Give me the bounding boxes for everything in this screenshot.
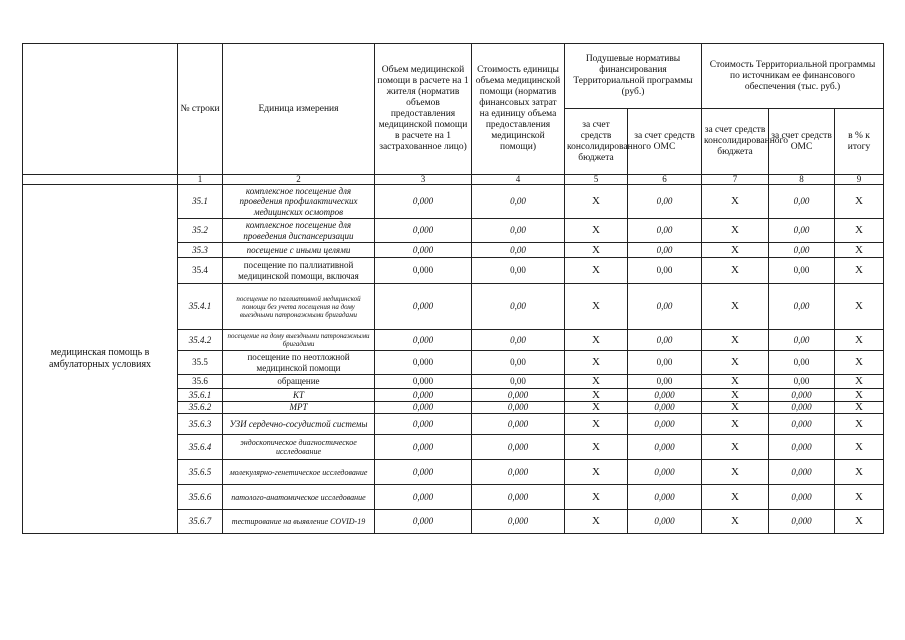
col-number: 3 bbox=[375, 175, 472, 185]
percent-cell: X bbox=[835, 284, 884, 330]
oms2-cell: 0,00 bbox=[769, 375, 835, 389]
budget-cell: X bbox=[565, 351, 628, 375]
budget-cell: X bbox=[565, 284, 628, 330]
budget-cell: X bbox=[565, 435, 628, 460]
volume-cell: 0,000 bbox=[375, 185, 472, 219]
cost-cell: 0,000 bbox=[472, 460, 565, 485]
oms2-cell: 0,000 bbox=[769, 460, 835, 485]
blank-header-cell bbox=[23, 44, 178, 175]
budget2-cell: X bbox=[702, 243, 769, 258]
oms-cell: 0,00 bbox=[628, 258, 702, 284]
row-number-cell: 35.3 bbox=[178, 243, 223, 258]
oms2-cell: 0,000 bbox=[769, 435, 835, 460]
volume-cell: 0,000 bbox=[375, 375, 472, 389]
normatives-table bbox=[22, 43, 884, 534]
unit-cell: КТ bbox=[223, 389, 375, 402]
oms2-cell: 0,00 bbox=[769, 330, 835, 351]
cost-cell: 0,000 bbox=[472, 414, 565, 435]
cost-cell: 0,000 bbox=[472, 510, 565, 534]
budget2-cell: X bbox=[702, 351, 769, 375]
volume-cell: 0,000 bbox=[375, 330, 472, 351]
oms-cell: 0,000 bbox=[628, 460, 702, 485]
oms2-cell: 0,000 bbox=[769, 414, 835, 435]
percent-cell: X bbox=[835, 460, 884, 485]
budget2-cell: X bbox=[702, 402, 769, 414]
oms2-cell: 0,00 bbox=[769, 243, 835, 258]
volume-cell: 0,000 bbox=[375, 243, 472, 258]
oms-cell: 0,000 bbox=[628, 389, 702, 402]
col-number: 1 bbox=[178, 175, 223, 185]
program-cost-header: Стоимость Территориальной программы по источникам ее финансового обеспечения (тыс. руб.) bbox=[702, 44, 884, 109]
oms2-cell: 0,00 bbox=[769, 258, 835, 284]
budget2-cell: X bbox=[702, 435, 769, 460]
oms2-cell: 0,00 bbox=[769, 284, 835, 330]
percent-cell: X bbox=[835, 414, 884, 435]
unit-cell: посещение по паллиативной медицинской помощи без учета посещения на дому выездными патронажными бригадами bbox=[223, 284, 375, 330]
budget-cell: X bbox=[565, 460, 628, 485]
cost-cell: 0,00 bbox=[472, 284, 565, 330]
oms-cell: 0,000 bbox=[628, 414, 702, 435]
row-number-cell: 35.6.5 bbox=[178, 460, 223, 485]
cost-cell: 0,00 bbox=[472, 243, 565, 258]
unit-cell: посещение с иными целями bbox=[223, 243, 375, 258]
row-number-cell: 35.2 bbox=[178, 219, 223, 243]
col-number: 7 bbox=[702, 175, 769, 185]
volume-cell: 0,000 bbox=[375, 510, 472, 534]
budget-cell: X bbox=[565, 258, 628, 284]
budget2-cell: X bbox=[702, 460, 769, 485]
percent-cell: X bbox=[835, 402, 884, 414]
table-row bbox=[23, 185, 884, 219]
budget-cell: X bbox=[565, 330, 628, 351]
sub-percent-header: в % к итогу bbox=[835, 109, 884, 175]
sub-oms2-header: за счет средств ОМС bbox=[769, 109, 835, 175]
cost-cell: 0,000 bbox=[472, 389, 565, 402]
cost-header: Стоимость единицы объема медицинской помощи (норматив финансовых затрат на единицу объема предоставления медицинской помощи) bbox=[472, 44, 565, 175]
budget-cell: X bbox=[565, 485, 628, 510]
oms-cell: 0,00 bbox=[628, 351, 702, 375]
oms-cell: 0,000 bbox=[628, 485, 702, 510]
col-number: 4 bbox=[472, 175, 565, 185]
unit-cell: патолого-анатомическое исследование bbox=[223, 485, 375, 510]
row-number-cell: 35.4.2 bbox=[178, 330, 223, 351]
oms2-cell: 0,00 bbox=[769, 219, 835, 243]
unit-cell: обращение bbox=[223, 375, 375, 389]
row-number-cell: 35.6.7 bbox=[178, 510, 223, 534]
percent-cell: X bbox=[835, 219, 884, 243]
unit-cell: МРТ bbox=[223, 402, 375, 414]
cost-cell: 0,00 bbox=[472, 219, 565, 243]
unit-cell: посещение на дому выездными патронажными бригадами bbox=[223, 330, 375, 351]
budget2-cell: X bbox=[702, 258, 769, 284]
percent-cell: X bbox=[835, 351, 884, 375]
budget2-cell: X bbox=[702, 485, 769, 510]
budget2-cell: X bbox=[702, 330, 769, 351]
percent-cell: X bbox=[835, 258, 884, 284]
row-no-header: № строки bbox=[178, 44, 223, 175]
budget2-cell: X bbox=[702, 510, 769, 534]
row-number-cell: 35.4.1 bbox=[178, 284, 223, 330]
budget-cell: X bbox=[565, 414, 628, 435]
cost-cell: 0,00 bbox=[472, 351, 565, 375]
cost-cell: 0,00 bbox=[472, 375, 565, 389]
unit-cell: посещение по неотложной медицинской помощи bbox=[223, 351, 375, 375]
percent-cell: X bbox=[835, 510, 884, 534]
row-number-cell: 35.6.6 bbox=[178, 485, 223, 510]
oms-cell: 0,00 bbox=[628, 243, 702, 258]
section-label: медицинская помощь в амбулаторных условиях bbox=[23, 185, 178, 534]
unit-cell: молекулярно-генетическое исследование bbox=[223, 460, 375, 485]
budget2-cell: X bbox=[702, 375, 769, 389]
unit-cell: тестирование на выявление COVID-19 bbox=[223, 510, 375, 534]
volume-cell: 0,000 bbox=[375, 435, 472, 460]
row-number-cell: 35.6.4 bbox=[178, 435, 223, 460]
cost-cell: 0,00 bbox=[472, 258, 565, 284]
budget-cell: X bbox=[565, 402, 628, 414]
per-capita-header: Подушевые нормативы финансирования Территориальной программы (руб.) bbox=[565, 44, 702, 109]
unit-cell: УЗИ сердечно-сосудистой системы bbox=[223, 414, 375, 435]
oms-cell: 0,00 bbox=[628, 219, 702, 243]
oms2-cell: 0,000 bbox=[769, 510, 835, 534]
volume-cell: 0,000 bbox=[375, 389, 472, 402]
oms2-cell: 0,00 bbox=[769, 351, 835, 375]
col-number: 6 bbox=[628, 175, 702, 185]
budget-cell: X bbox=[565, 510, 628, 534]
oms-cell: 0,00 bbox=[628, 330, 702, 351]
oms-cell: 0,00 bbox=[628, 375, 702, 389]
cost-cell: 0,00 bbox=[472, 185, 565, 219]
oms-cell: 0,00 bbox=[628, 185, 702, 219]
percent-cell: X bbox=[835, 389, 884, 402]
unit-cell: комплексное посещение для проведения диспансеризации bbox=[223, 219, 375, 243]
budget-cell: X bbox=[565, 219, 628, 243]
unit-cell: эндоскопическое диагностическое исследование bbox=[223, 435, 375, 460]
row-number-cell: 35.6.3 bbox=[178, 414, 223, 435]
volume-header: Объем медицинской помощи в расчете на 1 жителя (норматив объемов предоставления медицинской помощи в расчете на 1 застрахованное лицо) bbox=[375, 44, 472, 175]
percent-cell: X bbox=[835, 330, 884, 351]
volume-cell: 0,000 bbox=[375, 284, 472, 330]
percent-cell: X bbox=[835, 375, 884, 389]
sub-budget2-header: за счет средств консолидированного бюджета bbox=[702, 109, 769, 175]
cost-cell: 0,000 bbox=[472, 435, 565, 460]
row-number-cell: 35.5 bbox=[178, 351, 223, 375]
cost-cell: 0,000 bbox=[472, 485, 565, 510]
row-number-cell: 35.6.2 bbox=[178, 402, 223, 414]
cost-cell: 0,000 bbox=[472, 402, 565, 414]
oms-cell: 0,000 bbox=[628, 510, 702, 534]
column-number-row bbox=[23, 175, 884, 185]
unit-cell: комплексное посещение для проведения профилактических медицинских осмотров bbox=[223, 185, 375, 219]
oms2-cell: 0,000 bbox=[769, 402, 835, 414]
budget2-cell: X bbox=[702, 389, 769, 402]
volume-cell: 0,000 bbox=[375, 485, 472, 510]
budget-cell: X bbox=[565, 389, 628, 402]
unit-cell: посещение по паллиативной медицинской помощи, включая bbox=[223, 258, 375, 284]
budget-cell: X bbox=[565, 243, 628, 258]
percent-cell: X bbox=[835, 485, 884, 510]
oms2-cell: 0,000 bbox=[769, 389, 835, 402]
oms2-cell: 0,000 bbox=[769, 485, 835, 510]
budget-cell: X bbox=[565, 185, 628, 219]
oms-cell: 0,000 bbox=[628, 435, 702, 460]
percent-cell: X bbox=[835, 435, 884, 460]
sub-oms-header: за счет средств ОМС bbox=[628, 109, 702, 175]
budget2-cell: X bbox=[702, 284, 769, 330]
volume-cell: 0,000 bbox=[375, 402, 472, 414]
row-number-cell: 35.6 bbox=[178, 375, 223, 389]
budget2-cell: X bbox=[702, 219, 769, 243]
budget-cell: X bbox=[565, 375, 628, 389]
percent-cell: X bbox=[835, 185, 884, 219]
col-number: 5 bbox=[565, 175, 628, 185]
row-number-cell: 35.4 bbox=[178, 258, 223, 284]
volume-cell: 0,000 bbox=[375, 351, 472, 375]
row-number-cell: 35.6.1 bbox=[178, 389, 223, 402]
volume-cell: 0,000 bbox=[375, 219, 472, 243]
percent-cell: X bbox=[835, 243, 884, 258]
volume-cell: 0,000 bbox=[375, 414, 472, 435]
oms2-cell: 0,00 bbox=[769, 185, 835, 219]
col-number: 9 bbox=[835, 175, 884, 185]
volume-cell: 0,000 bbox=[375, 460, 472, 485]
sub-budget-header: за счет средств консолидированного бюджета bbox=[565, 109, 628, 175]
oms-cell: 0,00 bbox=[628, 284, 702, 330]
row-number-cell: 35.1 bbox=[178, 185, 223, 219]
budget2-cell: X bbox=[702, 414, 769, 435]
oms-cell: 0,000 bbox=[628, 402, 702, 414]
col-number: 2 bbox=[223, 175, 375, 185]
table-body bbox=[23, 185, 884, 534]
col-number-blank bbox=[23, 175, 178, 185]
cost-cell: 0,00 bbox=[472, 330, 565, 351]
budget2-cell: X bbox=[702, 185, 769, 219]
unit-header: Единица измерения bbox=[223, 44, 375, 175]
col-number: 8 bbox=[769, 175, 835, 185]
volume-cell: 0,000 bbox=[375, 258, 472, 284]
